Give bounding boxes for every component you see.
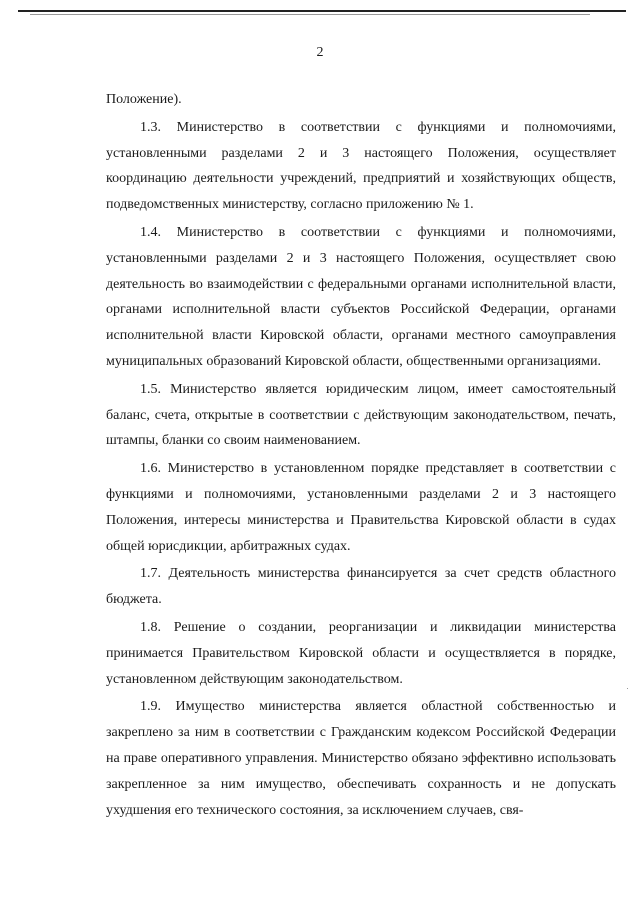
page-number: 2 <box>316 45 324 60</box>
paragraph-1-8: 1.8. Решение о создании, реорганизации и ликвидации министерства принимается Правительством Кировской области и осуществляется в порядке, установленном действующим законодательством. <box>106 619 616 687</box>
paragraph-1-7: 1.7. Деятельность министерства финансируется за счет средств областного бюджета. <box>106 566 616 608</box>
paragraph-1-4: 1.4. Министерство в соответствии с функциями и полномочиями, установленными разделами 2 и 3 настоящего Положения, осуществляет свою деятельность во взаимодействии с федеральными органами исполнительной власти, органами исполнительной власти субъектов Российской Федерации, органами исполнительной власти Кировской области, органами местного самоуправления муниципальных образований Кировской области, общественными организациями. <box>106 224 616 369</box>
paragraph-1-3: 1.3. Министерство в соответствии с функциями и полномочиями, установленными разделами 2 и 3 настоящего Положения, осуществляет координацию деятельности учреждений, предприятий и хозяйствующих обществ, подведомственных министерству, согласно приложению № 1. <box>106 119 616 213</box>
paragraph-continuation: Положение). <box>106 92 182 107</box>
paragraph-1-9: 1.9. Имущество министерства является областной собственностью и закреплено за ним в соответствии с Гражданским кодексом Российской Федерации на праве оперативного управления. Министерство обязано эффективно использовать закрепленное за ним имущество, обеспечивать сохранность и не допускать ухудшения его технического состояния, за исключением случаев, свя- <box>106 699 616 818</box>
paragraph-1-6: 1.6. Министерство в установленном порядке представляет в соответствии с функциями и полномочиями, установленными разделами 2 и 3 настоящего Положения, интересы министерства и Правительства Кировской области в судах общей юрисдикции, арбитражных судах. <box>106 461 616 554</box>
top-border-line <box>18 10 626 12</box>
paragraph-1-5: 1.5. Министерство является юридическим лицом, имеет самостоятельный баланс, счета, открытые в соответствии с действующим законодательством, печать, штампы, бланки со своим наименованием. <box>106 381 616 449</box>
top-border-shadow <box>30 14 590 15</box>
document-body <box>106 87 616 825</box>
scan-speck <box>627 688 628 689</box>
